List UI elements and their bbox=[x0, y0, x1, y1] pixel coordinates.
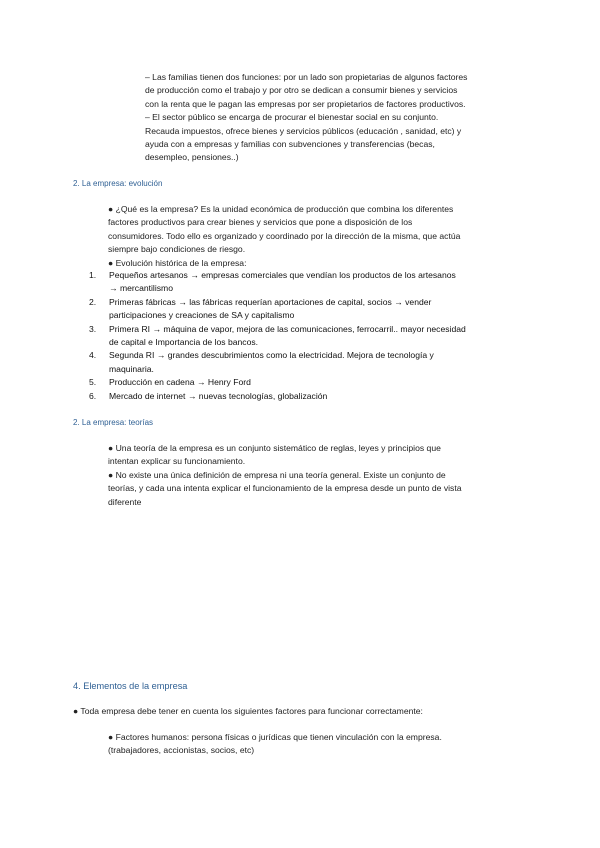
text-line: Recauda impuestos, ofrece bienes y servicios públicos (educación , sanidad, etc) y bbox=[145, 125, 462, 136]
text-line: desempleo, pensiones..) bbox=[145, 152, 239, 163]
teorias-paragraph bbox=[108, 442, 462, 509]
list-item bbox=[89, 349, 466, 376]
list-number: 6. bbox=[89, 390, 97, 401]
text-line: de producción como el trabajo y por otro se dedican a consumir bienes y servicios bbox=[145, 85, 458, 96]
text-line: participaciones y creaciones de SA y capitalismo bbox=[109, 310, 295, 321]
list-number: 2. bbox=[89, 296, 97, 307]
bullet-line: ● Factores humanos: persona físicas o jurídicas que tienen vinculación con la empresa. bbox=[108, 732, 442, 742]
bullet-line: ● No existe una única definición de empresa ni una teoría general. Existe un conjunto de bbox=[108, 469, 446, 480]
text-line: Primeras fábricas → las fábricas requerían aportaciones de capital, socios → vender bbox=[109, 296, 432, 307]
bullet-line: ● ¿Qué es la empresa? Es la unidad económica de producción que combina los diferentes bbox=[108, 204, 454, 214]
text-line: con la renta que le pagan las empresas por ser propietarios de factores productivos. bbox=[145, 98, 466, 109]
list-number: 3. bbox=[89, 323, 97, 334]
intro-paragraph bbox=[145, 71, 467, 165]
text-line: Pequeños artesanos → empresas comerciales que vendían los productos de los artesanos bbox=[109, 270, 456, 280]
text-line: intentan explicar su funcionamiento. bbox=[108, 456, 246, 467]
list-number: 5. bbox=[89, 377, 97, 388]
heading-evolucion: 2. La empresa: evolución bbox=[73, 179, 163, 188]
text-line: teorías, y cada una intenta explicar el funcionamiento de la empresa desde un punto de vista bbox=[108, 483, 462, 494]
text-line: maquinaria. bbox=[109, 363, 154, 374]
text-line: – El sector público se encarga de procurar el bienestar social en su conjunto. bbox=[145, 112, 439, 123]
heading-teorias: 2. La empresa: teorías bbox=[73, 418, 154, 427]
text-line: factores productivos para crear bienes y servicios que pone a disposición de los bbox=[108, 217, 413, 228]
list-item bbox=[89, 323, 466, 350]
evolucion-intro bbox=[108, 203, 460, 270]
bullet-line: ● Una teoría de la empresa es un conjunto sistemático de reglas, leyes y principios que bbox=[108, 443, 441, 453]
text-line: ayuda con a empresas y familias con subvenciones y transferencias (becas, bbox=[145, 139, 435, 150]
elementos-sub bbox=[108, 731, 442, 758]
heading-elementos: 4. Elementos de la empresa bbox=[73, 681, 188, 691]
text-line: → mercantilismo bbox=[109, 283, 173, 294]
text-line: siempre bajo condiciones de riesgo. bbox=[108, 244, 246, 255]
text-line: consumidores. Todo ello es organizado y coordinado por la dirección de la misma, que actúa bbox=[108, 230, 461, 241]
text-line: Primera RI → máquina de vapor, mejora de las comunicaciones, ferrocarril.. mayor necesidad bbox=[109, 323, 466, 334]
text-line: Producción en cadena → Henry Ford bbox=[109, 377, 251, 388]
text-line: – Las familias tienen dos funciones: por un lado son propietarias de algunos factores bbox=[145, 72, 468, 82]
list-item bbox=[89, 390, 466, 403]
elementos-bullet bbox=[73, 705, 423, 718]
list-item bbox=[89, 376, 466, 389]
text-line: (trabajadores, accionistas, socios, etc) bbox=[108, 745, 255, 756]
text-line: de capital e Importancia de los bancos. bbox=[109, 337, 259, 348]
text-line: Segunda RI → grandes descubrimientos como la electricidad. Mejora de tecnología y bbox=[109, 350, 434, 361]
list-item bbox=[89, 269, 466, 296]
list-number: 4. bbox=[89, 350, 97, 361]
evolucion-list bbox=[89, 269, 466, 403]
text-line: Mercado de internet → nuevas tecnologías, globalización bbox=[109, 390, 328, 401]
list-item bbox=[89, 296, 466, 323]
text-line: diferente bbox=[108, 496, 142, 507]
bullet-line: ● Evolución histórica de la empresa: bbox=[108, 257, 247, 268]
bullet-line: ● Toda empresa debe tener en cuenta los siguientes factores para funcionar correctamente: bbox=[73, 706, 423, 716]
list-number: 1. bbox=[89, 270, 97, 280]
